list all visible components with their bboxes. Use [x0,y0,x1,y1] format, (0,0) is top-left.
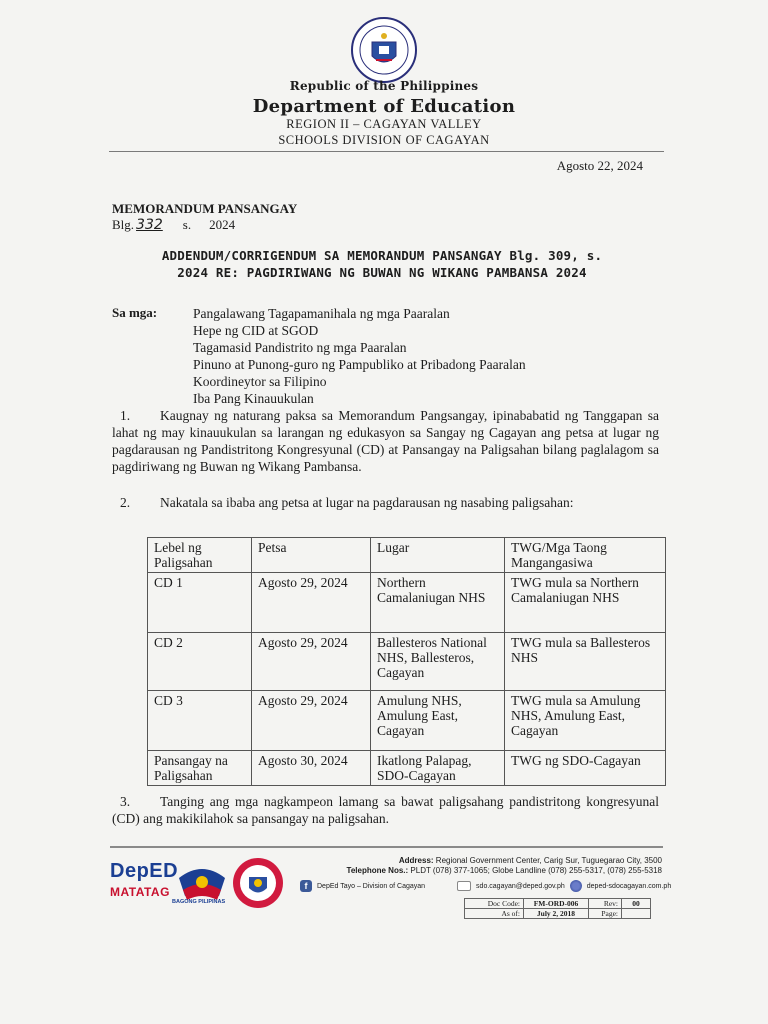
table-cell: Amulung NHS, Amulung East, Cagayan [371,691,505,751]
table-header-cell: Lugar [371,538,505,573]
memo-number: 332 [136,217,163,233]
table-cell: TWG mula sa Northern Camalaniugan NHS [505,573,666,633]
subject-line: ADDENDUM/CORRIGENDUM SA MEMORANDUM PANSANGAY Blg. 309, s. [161,248,603,263]
deped-logo-text: DepED [110,860,179,882]
table-cell: TWG ng SDO-Cagayan [505,751,666,786]
table-cell: Northern Camalaniugan NHS [371,573,505,633]
as-of-label: As of: [465,909,524,919]
blg-label: Blg. [112,217,135,232]
footer-divider [110,846,663,848]
paragraph-text: Nakatala sa ibaba ang petsa at lugar na pagdarausan ng nasabing paligsahan: [160,495,574,510]
table-row [148,751,666,786]
recipients-label: Sa mga: [112,305,158,320]
table-cell: Agosto 29, 2024 [252,633,371,691]
address-label: Address: [398,856,434,865]
rev-value: 00 [622,899,651,909]
table-cell: CD 3 [148,691,252,751]
department-heading: Department of Education [252,96,516,117]
subject-line: 2024 RE: PAGDIRIWANG NG BUWAN NG WIKANG PAMBANSA 2024 [177,265,587,280]
memo-number-line [112,217,235,233]
footer-address [347,856,662,876]
doc-code-label: Doc Code: [465,899,524,909]
table-row [148,633,666,691]
address-text: Regional Government Center, Carig Sur, Tuguegarao City, 3500 [435,856,662,865]
table-cell: Agosto 30, 2024 [252,751,371,786]
table-cell: TWG mula sa Amulung NHS, Amulung East, Cagayan [505,691,666,751]
email-icon [457,881,471,891]
paragraph-number: 3. [120,794,131,809]
table-cell: Pansangay na Paligsahan [148,751,252,786]
recipient-item: Koordineytor sa Filipino [193,374,327,389]
table-cell: CD 2 [148,633,252,691]
memo-title: MEMORANDUM PANSANGAY [112,201,298,216]
table-cell: TWG mula sa Ballesteros NHS [505,633,666,691]
republic-heading: Republic of the Philippines [289,79,479,93]
recipient-item: Iba Pang Kinauukulan [193,391,314,406]
table-cell: Ikatlong Palapag, SDO-Cagayan [371,751,505,786]
doc-code-value: FM-ORD-006 [524,899,589,909]
schedule-table [147,537,666,786]
recipient-item: Pinuno at Punong-guro ng Pampubliko at Pribadong Paaralan [193,357,526,372]
facebook-icon: f [300,880,312,892]
email-link[interactable]: sdo.cagayan@deped.gov.ph [476,882,565,890]
table-row [148,573,666,633]
telephone-text: PLDT (078) 377-1065; Globe Landline (078) 255-5317, (078) 255-5318 [410,866,662,875]
rev-label: Rev: [589,899,622,909]
table-cell: CD 1 [148,573,252,633]
paragraph-3 [112,793,659,827]
footer-contacts [300,880,671,892]
page-value [622,909,651,919]
memo-subject [112,247,652,281]
paragraph-2 [112,494,659,511]
table-row [148,691,666,751]
recipient-item: Tagamasid Pandistrito ng mga Paaralan [193,340,407,355]
deped-seal-icon [350,16,418,84]
paragraph-text: Kaugnay ng naturang paksa sa Memorandum Pangsangay, ipinababatid ng Tanggapan sa lahat ng may kinauukulan sa larangan ng edukasyon sa Sangay ng Cagayan ang petsa at lugar ng pagdarausan ng Pandistritong Kongresyunal (CD) at Pansangay na Paligsahan bilang paglalagom sa pagdiriwang ng Buwan ng Wikang Pambansa. [112,408,659,474]
globe-icon [570,880,582,892]
header-divider [109,151,664,152]
table-cell: Agosto 29, 2024 [252,691,371,751]
division-heading: SCHOOLS DIVISION OF CAGAYAN [278,133,490,147]
telephone-label: Telephone Nos.: [346,866,409,875]
recipient-item: Hepe ng CID at SGOD [193,323,319,338]
as-of-value: July 2, 2018 [524,909,589,919]
table-header-cell: Lebel ng Paligsahan [148,538,252,573]
memo-year: 2024 [209,217,236,232]
paragraph-number: 1. [120,408,131,423]
document-control-table [464,898,651,919]
page-label: Page: [589,909,622,919]
recipients-list [193,305,526,407]
sdo-cagayan-seal-icon [232,857,284,909]
series-label: s. [182,217,192,232]
deped-matatag-logo [110,860,178,899]
website-link[interactable]: deped-sdocagayan.com.ph [586,882,672,890]
paragraph-1 [112,407,659,475]
bagong-pilipinas-caption: BAGONG PILIPINAS [172,899,226,905]
facebook-link[interactable]: DepEd Tayo – Division of Cagayan [317,882,426,890]
table-cell: Agosto 29, 2024 [252,573,371,633]
matatag-logo-text: MATATAG [110,885,170,899]
table-header-cell: TWG/Mga Taong Mangangasiwa [505,538,666,573]
region-heading: REGION II – CAGAYAN VALLEY [286,117,482,131]
recipient-item: Pangalawang Tagapamanihala ng mga Paaralan [193,306,450,321]
table-cell: Ballesteros National NHS, Ballesteros, Cagayan [371,633,505,691]
paragraph-text: Tanging ang mga nagkampeon lamang sa bawat paligsahang pandistritong kongresyunal (CD) ang makikilahok sa pansangay na paligsahan. [112,794,659,826]
memo-date: Agosto 22, 2024 [556,158,643,173]
table-header-cell: Petsa [252,538,371,573]
table-header-row [148,538,666,573]
paragraph-number: 2. [120,495,131,510]
